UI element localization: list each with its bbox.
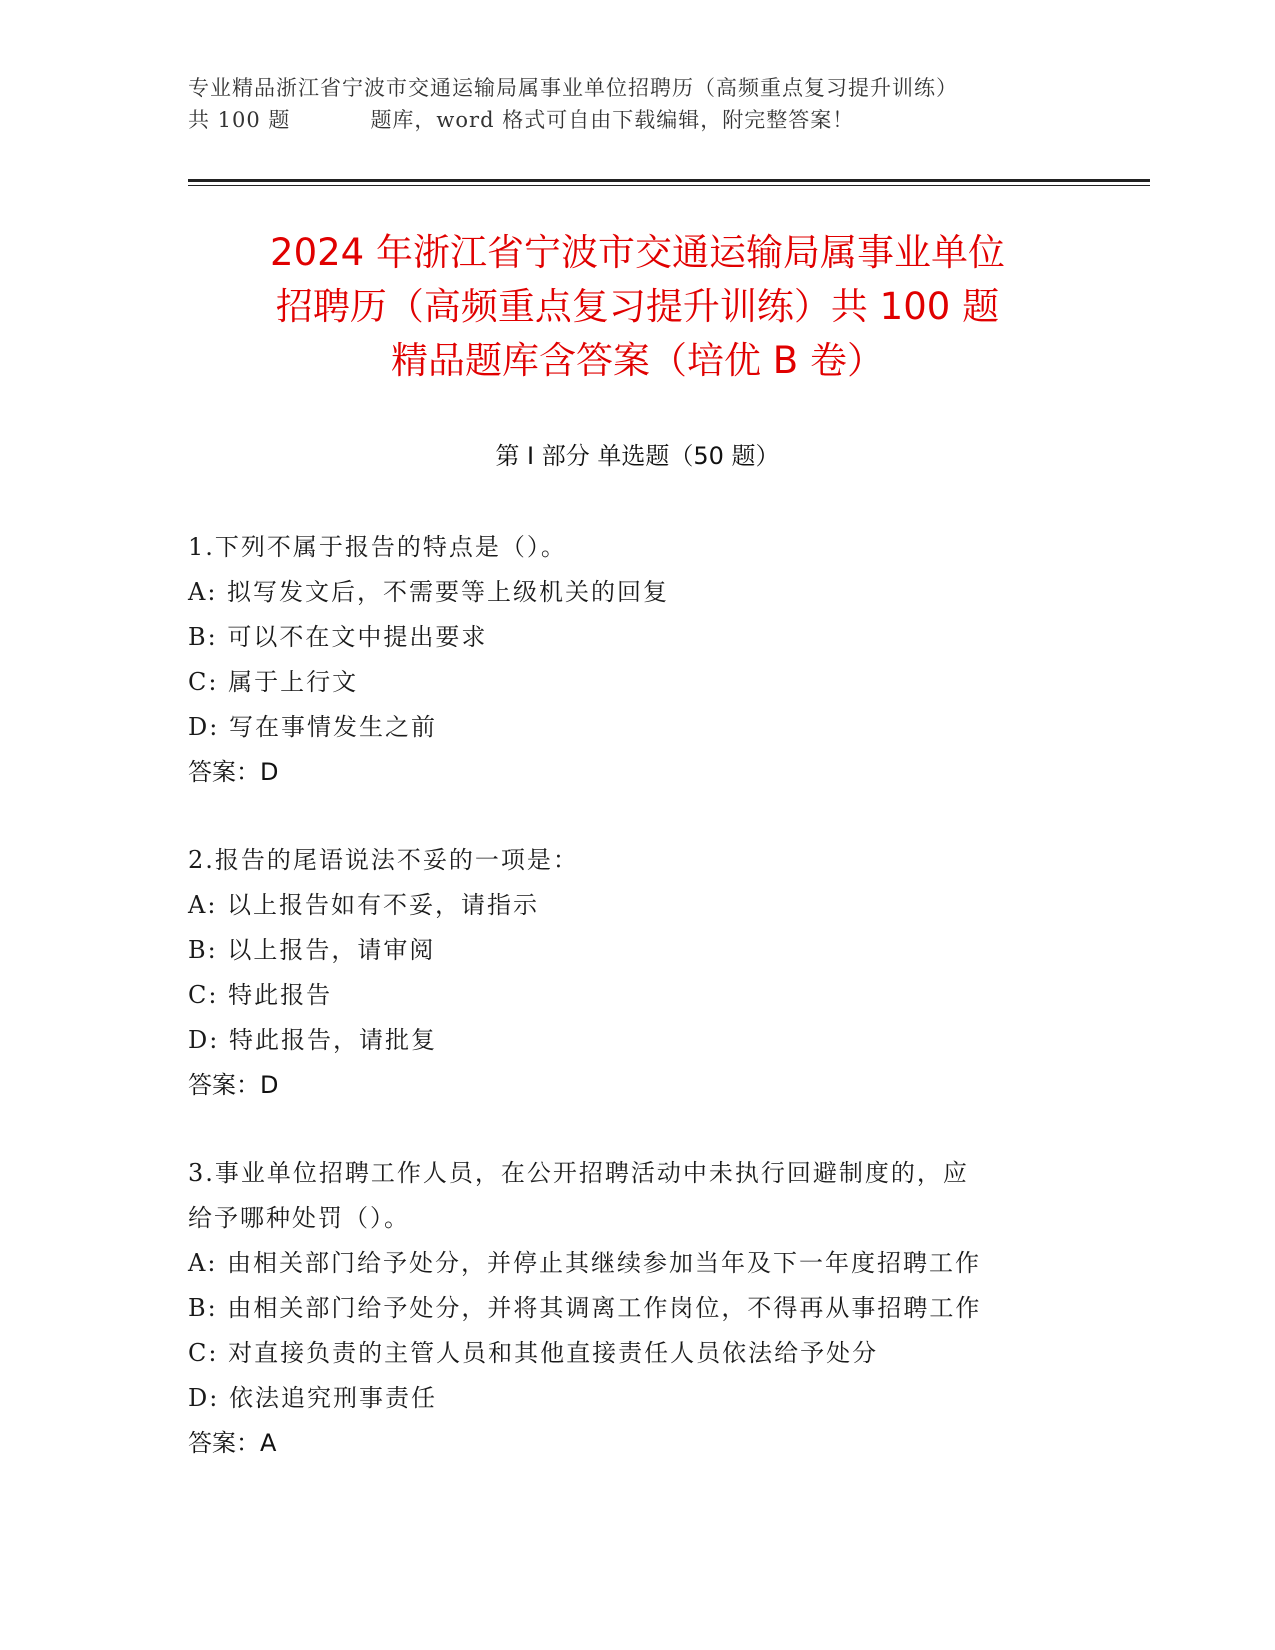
option-b: B: 由相关部门给予处分，并将其调离工作岗位，不得再从事招聘工作: [188, 1294, 982, 1322]
answer-line: 答案：D: [188, 758, 279, 786]
question-item: [188, 838, 1088, 1108]
question-stem: 2.报告的尾语说法不妥的一项是：: [188, 846, 579, 874]
answer-line: 答案：A: [188, 1429, 277, 1457]
header-note-line1: 专业精品浙江省宁波市交通运输局属事业单位招聘历（高频重点复习提升训练）: [188, 76, 958, 100]
header-rule-thin: [188, 185, 1150, 186]
header-note-description: 题库，word 格式可自由下载编辑，附完整答案！: [370, 108, 855, 132]
option-c: C: 特此报告: [188, 981, 333, 1009]
option-c: C: 对直接负责的主管人员和其他直接责任人员依法给予处分: [188, 1339, 879, 1367]
option-b: B: 以上报告，请审阅: [188, 936, 436, 964]
option-b: B: 可以不在文中提出要求: [188, 623, 488, 651]
section-title: 第 I 部分 单选题（50 题）: [495, 442, 780, 470]
option-c: C: 属于上行文: [188, 668, 359, 696]
question-item: [188, 525, 1088, 795]
option-d: D: 依法追究刑事责任: [188, 1384, 437, 1412]
option-d: D: 写在事情发生之前: [188, 713, 437, 741]
question-stem: 1.下列不属于报告的特点是（）。: [188, 533, 567, 561]
option-a: A: 拟写发文后，不需要等上级机关的回复: [188, 578, 670, 606]
answer-line: 答案：D: [188, 1071, 279, 1099]
question-stem-continued: 给予哪种处罚（）。: [188, 1204, 410, 1232]
document-title-line3: 精品题库含答案（培优 B 卷）: [391, 339, 884, 382]
question-stem: 3.事业单位招聘工作人员，在公开招聘活动中未执行回避制度的，应: [188, 1159, 969, 1187]
option-a: A: 以上报告如有不妥，请指示: [188, 891, 540, 919]
document-title-line2: 招聘历（高频重点复习提升训练）共 100 题: [275, 285, 1000, 328]
option-d: D: 特此报告，请批复: [188, 1026, 437, 1054]
header-note-line2: [188, 104, 1088, 136]
question-item: [188, 1151, 1088, 1466]
question-list: [188, 525, 1088, 1509]
header-note-count: 共 100 题: [188, 108, 291, 132]
option-a: A: 由相关部门给予处分，并停止其继续参加当年及下一年度招聘工作: [188, 1249, 982, 1277]
header-note: [188, 72, 1088, 136]
document-title: [140, 226, 1135, 388]
header-rule-thick: [188, 179, 1150, 182]
document-title-line1: 2024 年浙江省宁波市交通运输局属事业单位: [270, 231, 1005, 274]
